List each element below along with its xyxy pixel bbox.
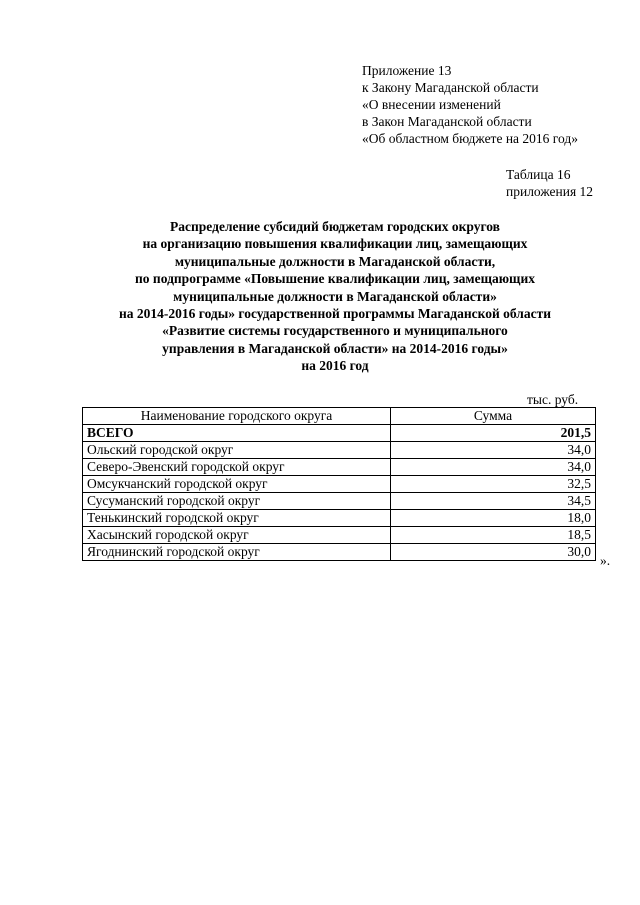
table-row xyxy=(83,510,596,527)
title-line: на 2016 год xyxy=(301,358,369,374)
appendix-line: в Закон Магаданской области xyxy=(362,114,532,129)
district-name: Ольский городской округ xyxy=(83,442,391,459)
table-appendix-ref: приложения 12 xyxy=(506,184,594,199)
title-line: «Развитие системы государственного и муниципального xyxy=(162,323,508,339)
table-number: Таблица 16 xyxy=(506,167,571,182)
table-row xyxy=(83,476,596,493)
title-line: управления в Магаданской области» на 2014-2016 годы» xyxy=(162,340,508,356)
document-title xyxy=(40,218,630,375)
district-name: Ягоднинский городской округ xyxy=(83,544,391,561)
table-total-row xyxy=(83,425,596,442)
closing-quote-mark: ». xyxy=(600,553,611,568)
table-row xyxy=(83,442,596,459)
district-name: Омсукчанский городской округ xyxy=(83,476,391,493)
total-label: ВСЕГО xyxy=(83,425,391,442)
title-line: на 2014-2016 годы» государственной программы Магаданской области xyxy=(119,306,551,322)
appendix-line: «Об областном бюджете на 2016 год» xyxy=(362,131,578,146)
district-sum: 18,0 xyxy=(391,510,596,527)
table-reference xyxy=(506,166,593,200)
table-header-row xyxy=(83,408,596,425)
district-name: Тенькинский городской округ xyxy=(83,510,391,527)
district-name: Сусуманский городской округ xyxy=(83,493,391,510)
title-line: муниципальные должности в Магаданской области, xyxy=(174,253,496,269)
district-sum: 18,5 xyxy=(391,527,596,544)
title-line: на организацию повышения квалификации лиц, замещающих xyxy=(142,236,528,252)
total-value: 201,5 xyxy=(391,425,596,442)
appendix-line: к Закону Магаданской области xyxy=(362,80,539,95)
district-name: Хасынский городской округ xyxy=(83,527,391,544)
table-row xyxy=(83,459,596,476)
title-line: муниципальные должности в Магаданской области» xyxy=(173,288,497,304)
district-name: Северо-Эвенский городской округ xyxy=(83,459,391,476)
appendix-header xyxy=(362,62,578,147)
title-line: по подпрограмме «Повышение квалификации лиц, замещающих xyxy=(135,271,535,287)
unit-label: тыс. руб. xyxy=(527,392,579,407)
district-sum: 34,0 xyxy=(391,459,596,476)
district-sum: 30,0 xyxy=(391,544,596,561)
appendix-line: Приложение 13 xyxy=(362,63,452,78)
district-sum: 32,5 xyxy=(391,476,596,493)
table-row xyxy=(83,527,596,544)
table-row xyxy=(83,544,596,561)
subsidy-table xyxy=(82,407,596,561)
column-header-sum: Сумма xyxy=(391,408,596,425)
title-line: Распределение субсидий бюджетам городских округов xyxy=(170,219,500,234)
district-sum: 34,0 xyxy=(391,442,596,459)
table-row xyxy=(83,493,596,510)
district-sum: 34,5 xyxy=(391,493,596,510)
appendix-line: «О внесении изменений xyxy=(362,97,501,112)
column-header-name: Наименование городского округа xyxy=(83,408,391,425)
